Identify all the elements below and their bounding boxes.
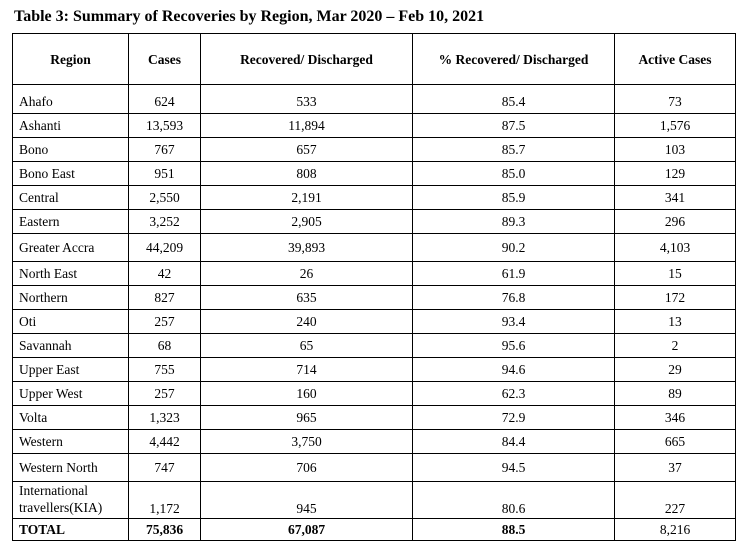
table-row [13,454,736,482]
cases-cell: 1,323 [129,406,201,430]
cases-cell: 951 [129,162,201,186]
active-cell: 665 [615,430,736,454]
active-cell: 2 [615,334,736,358]
cases-cell: 3,252 [129,210,201,234]
recovered-cell: 657 [201,138,413,162]
region-cell: Western North [13,454,129,482]
region-cell: Eastern [13,210,129,234]
table-row [13,430,736,454]
total-recovered: 67,087 [201,519,413,541]
active-cell: 73 [615,85,736,114]
pct-cell: 90.2 [413,234,615,262]
active-cell: 346 [615,406,736,430]
recovered-cell: 714 [201,358,413,382]
region-cell: Bono [13,138,129,162]
pct-cell: 85.7 [413,138,615,162]
recovered-cell: 65 [201,334,413,358]
total-active: 8,216 [615,519,736,541]
table-row [13,234,736,262]
table-row [13,358,736,382]
pct-cell: 61.9 [413,262,615,286]
table-row [13,85,736,114]
region-cell: Bono East [13,162,129,186]
region-cell: Northern [13,286,129,310]
cases-cell: 42 [129,262,201,286]
pct-cell: 84.4 [413,430,615,454]
header-recovered: Recovered/ Discharged [201,34,413,85]
recovered-cell: 965 [201,406,413,430]
table-row [13,186,736,210]
region-cell: Volta [13,406,129,430]
table-row [13,286,736,310]
pct-cell: 85.0 [413,162,615,186]
pct-cell: 94.6 [413,358,615,382]
header-region: Region [13,34,129,85]
cases-cell: 2,550 [129,186,201,210]
table-row [13,310,736,334]
recovered-cell: 706 [201,454,413,482]
pct-cell: 85.9 [413,186,615,210]
table-row [13,114,736,138]
pct-cell: 89.3 [413,210,615,234]
active-cell: 15 [615,262,736,286]
active-cell: 296 [615,210,736,234]
table-row [13,138,736,162]
table-row [13,210,736,234]
total-row [13,519,736,541]
active-cell: 172 [615,286,736,310]
recovered-cell: 26 [201,262,413,286]
header-active-cases: Active Cases [615,34,736,85]
cases-cell: 767 [129,138,201,162]
recovered-cell: 11,894 [201,114,413,138]
active-cell: 13 [615,310,736,334]
region-cell: North East [13,262,129,286]
header-cases: Cases [129,34,201,85]
recoveries-table [12,33,736,541]
header-pct-recovered: % Recovered/ Discharged [413,34,615,85]
cases-cell: 4,442 [129,430,201,454]
total-label: TOTAL [13,519,129,541]
cases-cell: 257 [129,382,201,406]
cases-cell: 257 [129,310,201,334]
region-cell: International travellers(KIA) [13,482,129,519]
cases-cell: 755 [129,358,201,382]
pct-cell: 93.4 [413,310,615,334]
region-cell: Upper West [13,382,129,406]
table-row [13,262,736,286]
pct-cell: 62.3 [413,382,615,406]
recovered-cell: 160 [201,382,413,406]
table-row [13,406,736,430]
region-cell: Central [13,186,129,210]
cases-cell: 1,172 [129,482,201,519]
total-pct: 88.5 [413,519,615,541]
recovered-cell: 533 [201,85,413,114]
recovered-cell: 3,750 [201,430,413,454]
cases-cell: 747 [129,454,201,482]
region-cell: Ashanti [13,114,129,138]
region-cell: Upper East [13,358,129,382]
cases-cell: 624 [129,85,201,114]
pct-cell: 76.8 [413,286,615,310]
active-cell: 103 [615,138,736,162]
table-row [13,482,736,519]
table-row [13,334,736,358]
recovered-cell: 240 [201,310,413,334]
cases-cell: 827 [129,286,201,310]
active-cell: 4,103 [615,234,736,262]
pct-cell: 85.4 [413,85,615,114]
region-cell: Western [13,430,129,454]
region-cell: Oti [13,310,129,334]
pct-cell: 72.9 [413,406,615,430]
pct-cell: 95.6 [413,334,615,358]
table-caption: Table 3: Summary of Recoveries by Region, Mar 2020 – Feb 10, 2021 [14,8,485,25]
region-cell: Greater Accra [13,234,129,262]
recovered-cell: 635 [201,286,413,310]
header-row [13,34,736,85]
table-row [13,382,736,406]
total-cases: 75,836 [129,519,201,541]
active-cell: 129 [615,162,736,186]
pct-cell: 94.5 [413,454,615,482]
cases-cell: 68 [129,334,201,358]
recovered-cell: 945 [201,482,413,519]
pct-cell: 87.5 [413,114,615,138]
cases-cell: 44,209 [129,234,201,262]
recovered-cell: 808 [201,162,413,186]
recovered-cell: 39,893 [201,234,413,262]
cases-cell: 13,593 [129,114,201,138]
active-cell: 1,576 [615,114,736,138]
region-cell: Ahafo [13,85,129,114]
recovered-cell: 2,905 [201,210,413,234]
pct-cell: 80.6 [413,482,615,519]
region-cell: Savannah [13,334,129,358]
active-cell: 341 [615,186,736,210]
active-cell: 227 [615,482,736,519]
recovered-cell: 2,191 [201,186,413,210]
active-cell: 37 [615,454,736,482]
table-row [13,162,736,186]
active-cell: 29 [615,358,736,382]
active-cell: 89 [615,382,736,406]
